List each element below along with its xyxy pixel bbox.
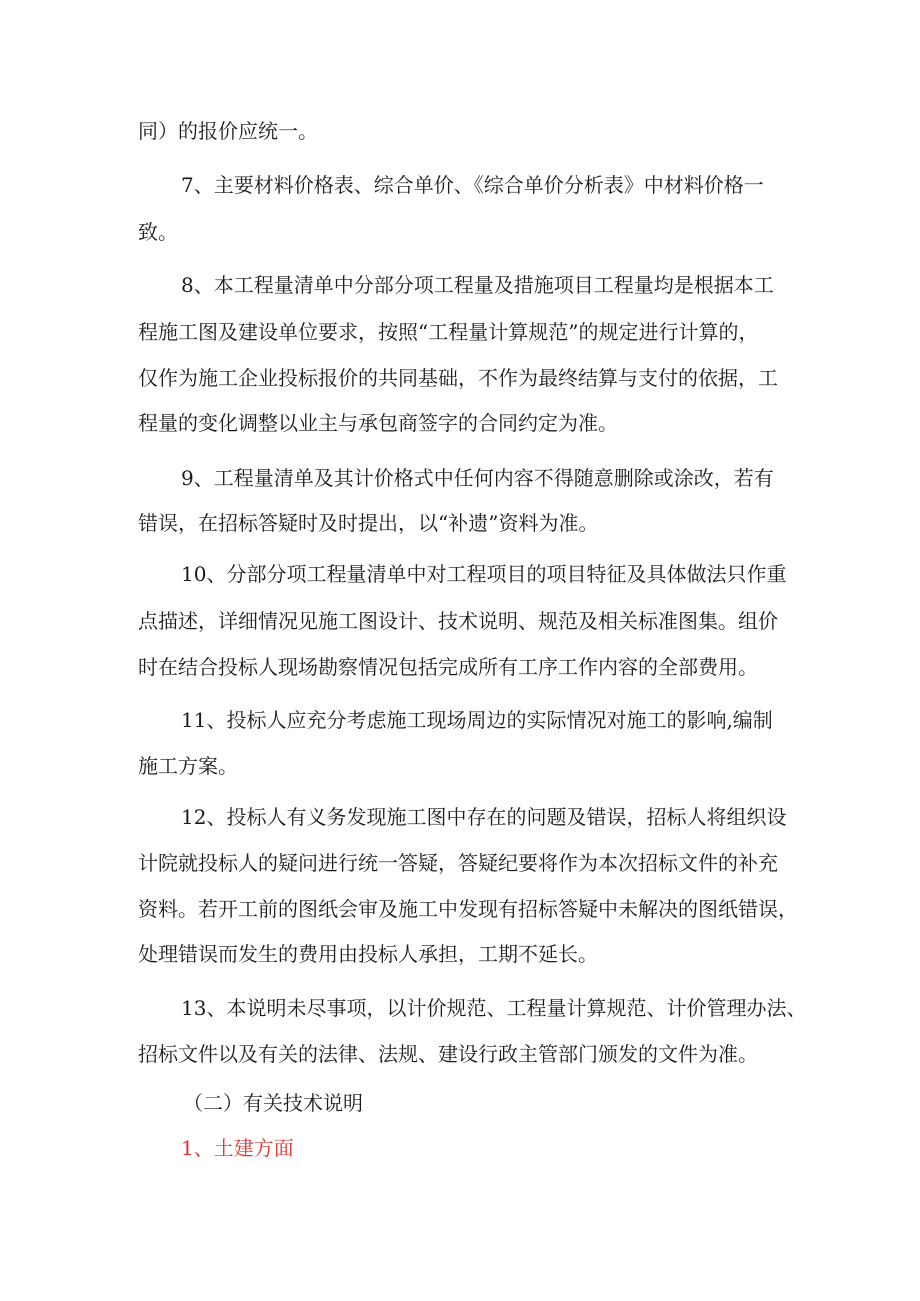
text-line: 处理错误而发生的费用由投标人承担，工期不延长。 [138,942,598,966]
text-line: 错误，在招标答疑时及时提出，以“补遗”资料为准。 [138,511,599,535]
text-line: 9、工程量清单及其计价格式中任何内容不得随意删除或涂改，若有 [181,466,774,490]
text-line: 程施工图及建设单位要求，按照“工程量计算规范”的规定进行计算的， [138,320,759,344]
text-line: 同）的报价应统一。 [138,119,318,143]
text-line: 仅作为施工企业投标报价的共同基础，不作为最终结算与支付的依据，工 [138,366,778,390]
text-line: 程量的变化调整以业主与承包商签字的合同约定为准。 [138,411,618,435]
text-line: 致。 [138,220,178,244]
text-line: 点描述，详细情况见施工图设计、技术说明、规范及相关标准图集。组价 [138,609,778,633]
text-line: 招标文件以及有关的法律、法规、建设行政主管部门颁发的文件为准。 [138,1042,758,1066]
subsection-title: 1、土建方面 [181,1136,294,1160]
section-title: （二）有关技术说明 [183,1091,363,1115]
text-line: 12、投标人有义务发现施工图中存在的问题及错误，招标人将组织设 [181,805,787,829]
text-line: 资料。若开工前的图纸会审及施工中发现有招标答疑中未解决的图纸错误， [138,897,798,921]
text-line: 10、分部分项工程量清单中对工程项目的项目特征及具体做法只作重 [181,562,787,586]
text-line: 13、本说明未尽事项，以计价规范、工程量计算规范、计价管理办法、 [181,996,807,1020]
text-line: 8、本工程量清单中分部分项工程量及措施项目工程量均是根据本工 [181,273,774,297]
text-line: 11、投标人应充分考虑施工现场周边的实际情况对施工的影响,编制 [181,708,773,732]
text-line: 施工方案。 [138,754,238,778]
text-line: 计院就投标人的疑问进行统一答疑，答疑纪要将作为本次招标文件的补充 [138,851,778,875]
text-line: 7、主要材料价格表、综合单价、《综合单价分析表》中材料价格一 [181,173,764,197]
text-line: 时在结合投标人现场勘察情况包括完成所有工序工作内容的全部费用。 [138,655,758,679]
